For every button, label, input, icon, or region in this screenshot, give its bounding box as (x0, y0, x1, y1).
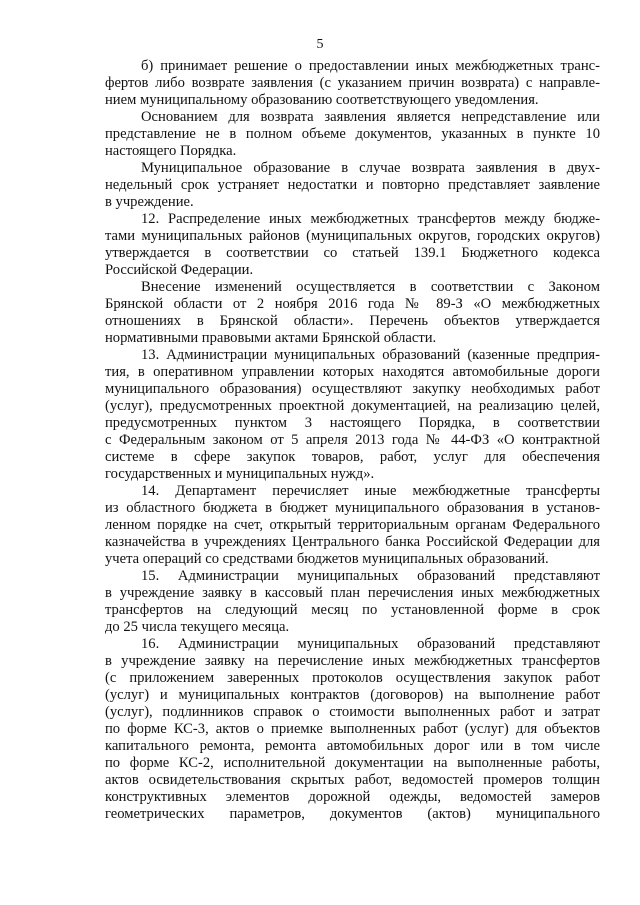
text-line: фертов либо возврате заявления (с указанием причин возврата) с направле- (105, 75, 600, 91)
text-line: в учреждение заявку в кассовый план перечисления иных межбюджетных (105, 585, 600, 601)
text-line: 15. Администрации муниципальных образований представляют (141, 568, 600, 584)
text-line: нормативными правовыми актами Брянской области. (105, 330, 437, 346)
page-number: 5 (316, 37, 324, 52)
text-line: (с приложением заверенных протоколов осуществления закупок работ (105, 670, 600, 686)
text-line: Брянской области от 2 ноября 2016 года № 89-З «О межбюджетных (105, 296, 600, 312)
text-line: б) принимает решение о предоставлении иных межбюджетных транс- (141, 58, 600, 74)
text-line: казначейства в учреждениях Центрального банка Российской Федерации для (105, 534, 600, 550)
text-line: по форме КС-2, исполнительной документации на выполненные работы, (105, 755, 600, 771)
text-line: 14. Департамент перечисляет иные межбюджетные трансферты (141, 483, 600, 499)
text-line: Российской Федерации. (105, 262, 254, 278)
text-line: тия, в оперативном управлении которых находятся автомобильные дороги (105, 364, 600, 380)
text-line: системе в сфере закупок товаров, работ, услуг для обеспечения (105, 449, 600, 465)
text-line: учета операций со средствами бюджетов муниципальных образований. (105, 551, 549, 567)
text-line: (услуг), подлинников справок о стоимости выполненных работ и затрат (105, 704, 600, 720)
text-line: недельный срок устраняет недостатки и повторно представляет заявление (105, 177, 600, 193)
text-line: капитального ремонта, ремонта автомобильных дорог или в том числе (105, 738, 600, 754)
text-line: конструктивных элементов дорожной одежды, ведомостей замеров (105, 789, 600, 805)
text-line: Основанием для возврата заявления является непредставление или (141, 109, 600, 125)
text-line: по форме КС-3, актов о приемке выполненных работ (услуг) для объектов (105, 721, 600, 737)
text-line: с Федеральным законом от 5 апреля 2013 года № 44-ФЗ «О контрактной (105, 432, 600, 448)
text-line: утверждается в соответствии со статьей 139.1 Бюджетного кодекса (105, 245, 600, 261)
text-line: геометрических параметров, документов (актов) муниципального (105, 806, 600, 822)
text-line: в учреждение заявку на перечисление иных межбюджетных трансфертов (105, 653, 600, 669)
text-line: Внесение изменений осуществляется в соответствии с Законом (141, 279, 600, 295)
text-line: Муниципальное образование в случае возврата заявления в двух- (141, 160, 600, 176)
text-line: трансфертов на следующий месяц по установленной форме в срок (105, 602, 600, 618)
text-line: нием муниципальному образованию соответствующего уведомления. (105, 92, 539, 108)
text-line: актов освидетельствования скрытых работ, ведомостей промеров толщин (105, 772, 600, 788)
text-line: тами муниципальных районов (муниципальных округов, городских округов) (105, 228, 600, 244)
text-line: настоящего Порядка. (105, 143, 237, 159)
text-line: ленном порядке на счет, открытый территориальным органам Федерального (105, 517, 600, 533)
text-line: отношениях в Брянской области». Перечень объектов утверждается (105, 313, 600, 329)
text-line: (услуг) и муниципальных контрактов (договоров) на выполнение работ (105, 687, 600, 703)
text-line: 12. Распределение иных межбюджетных трансфертов между бюдже- (141, 211, 600, 227)
text-line: 13. Администрации муниципальных образований (казенные предприя- (141, 347, 600, 363)
text-line: муниципального образования) осуществляют закупку необходимых работ (105, 381, 600, 397)
text-line: государственных и муниципальных нужд». (105, 466, 375, 482)
text-line: в учреждение. (105, 194, 194, 210)
text-line: представление не в полном объеме документов, указанных в пункте 10 (105, 126, 600, 142)
text-line: 16. Администрации муниципальных образований представляют (141, 636, 600, 652)
text-line: до 25 числа текущего месяца. (105, 619, 290, 635)
text-line: из областного бюджета в бюджет муниципального образования в установ- (105, 500, 600, 516)
text-line: (услуг), предусмотренных проектной документацией, на реализацию целей, (105, 398, 600, 414)
text-line: предусмотренных пунктом 3 настоящего Порядка, в соответствии (105, 415, 600, 431)
